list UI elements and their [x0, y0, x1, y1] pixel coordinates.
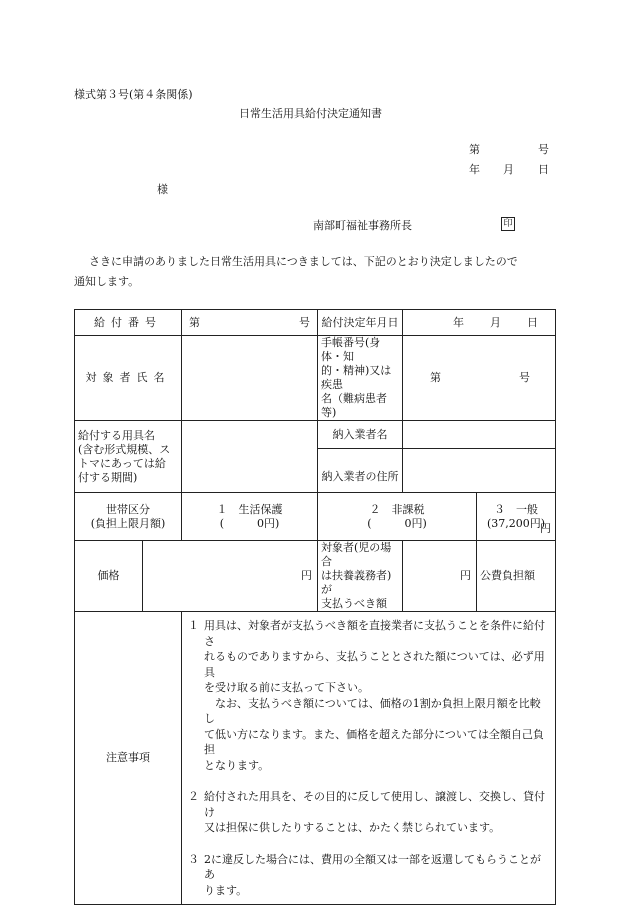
decision-date-day: 日: [527, 315, 539, 329]
notes-label: 注意事項: [75, 612, 182, 905]
public-burden-cell: [477, 541, 556, 612]
note-number: １: [188, 619, 199, 632]
handbook-number-suffix: 号: [519, 371, 531, 384]
seal-mark: [501, 216, 515, 231]
option-welfare-label: １ 生活保護: [216, 502, 283, 516]
vendor-address-label: 納入業者の住所: [318, 449, 403, 493]
copay-value-cell: [403, 541, 477, 612]
addressee-suffix: 様: [157, 183, 168, 196]
vendor-address-value: [403, 449, 556, 493]
equipment-name-label: [75, 421, 182, 493]
recipient-name-label-cell: [75, 336, 182, 421]
handbook-label-line: 名（難病患者等): [321, 392, 387, 419]
price-value-cell: [143, 541, 318, 612]
recipient-name-label: 対象者氏名: [85, 371, 171, 384]
price-label: 価格: [75, 541, 143, 612]
note-line: 用具は、対象者が支払うべき額を直接業者に支払うことを条件に給付さ: [204, 619, 545, 648]
option-general-label: ３ 一般: [494, 502, 538, 516]
recipient-name-value: [182, 336, 318, 421]
page-title: 日常生活用具給付決定通知書: [239, 107, 382, 120]
equipment-label-line: トマにあっては給: [78, 456, 166, 470]
decision-date-label: 給付決定年月日: [318, 310, 403, 336]
decision-date-cell: [403, 310, 556, 336]
handbook-label-line: 的・精神)又は疾患: [321, 364, 392, 391]
intro-line-2: 通知します。: [74, 275, 140, 288]
date-month: 月: [503, 163, 514, 176]
public-burden-label: 公費負担額: [480, 569, 535, 582]
note-line: れるものでありますから、支払うこととされた額については、必ず用具: [204, 650, 545, 679]
note-item-3: [188, 852, 547, 899]
benefit-number-suffix: 号: [299, 315, 310, 329]
benefit-number-label-cell: [75, 310, 182, 336]
household-label-line: (負担上限月額): [90, 516, 166, 530]
vendor-name-value: [403, 421, 556, 449]
date-day: 日: [538, 163, 549, 176]
issuer-name: 南部町福祉事務所長: [313, 219, 412, 232]
price-yen: 円: [301, 569, 312, 582]
benefit-number-cell: [182, 310, 318, 336]
handbook-number-prefix: 第: [430, 371, 441, 384]
benefit-number-prefix: 第: [189, 315, 200, 329]
note-line: 2に違反した場合には、費用の全額又は一部を返還してもらうことがあ: [204, 852, 541, 881]
note-number: ２: [188, 790, 199, 803]
note-line: となります。: [204, 758, 270, 772]
decision-date-month: 月: [490, 315, 502, 329]
intro-line-1: さきに申請のありました日常生活用具につきましては、下記のとおり決定しましたので: [89, 255, 518, 268]
note-line: を受け取る前に支払って下さい。: [204, 681, 369, 694]
form-number: 様式第３号(第４条関係): [74, 88, 193, 101]
note-item-1: [188, 618, 547, 773]
note-line: て低い方になります。また、価格を超えた部分については全額自己負担: [204, 727, 544, 756]
option-tax-exempt-label: ２ 非課税: [369, 502, 425, 516]
note-line: 又は担保に供したりすることは、かたく禁じられています。: [204, 821, 501, 834]
equipment-label-line: 給付する用具名: [78, 428, 155, 442]
equipment-name-value: [182, 421, 318, 493]
equipment-label-line: 付する期間): [78, 470, 138, 484]
option-tax-exempt-amount: ( 0円): [367, 516, 427, 530]
decision-date-year: 年: [453, 315, 465, 329]
public-burden-yen: 円: [540, 522, 551, 535]
copay-yen: 円: [460, 569, 471, 582]
household-category-label: [75, 493, 182, 541]
seal-icon: 印: [501, 217, 515, 231]
copay-label-line: 対象者(児の場合: [321, 541, 392, 568]
note-line: ります。: [204, 883, 248, 897]
handbook-number-label: [318, 336, 403, 421]
benefit-number-label: 給付番号: [94, 315, 162, 329]
note-number: ３: [188, 852, 199, 866]
copay-label: [318, 541, 403, 612]
option-welfare-amount: ( 0円): [219, 516, 280, 530]
notes-body: [182, 612, 556, 905]
handbook-label-line: 手帳番号(身体・知: [321, 336, 381, 363]
copay-label-line: 支払うべき額: [321, 597, 387, 610]
note-item-2: [188, 789, 547, 836]
handbook-number-cell: [403, 336, 556, 421]
equipment-label-line: (含む形式規模、ス: [78, 442, 171, 456]
household-label-line: 世帯区分: [106, 502, 150, 516]
option-tax-exempt: [318, 493, 477, 541]
note-line: なお、支払うべき額については、価格の1割か負担上限月額を比較し: [204, 696, 541, 725]
document-number-suffix: 号: [538, 143, 549, 156]
option-welfare: [182, 493, 318, 541]
date-year: 年: [469, 163, 480, 176]
copay-label-line: は扶養義務者)が: [321, 569, 392, 596]
note-line: 給付された用具を、その目的に反して使用し、譲渡し、交換し、貸付け: [204, 790, 545, 819]
vendor-name-label: 納入業者名: [318, 421, 403, 449]
option-general-amount: (37,200円): [486, 516, 546, 530]
document-number-prefix: 第: [469, 143, 480, 156]
benefit-table: [74, 309, 556, 905]
